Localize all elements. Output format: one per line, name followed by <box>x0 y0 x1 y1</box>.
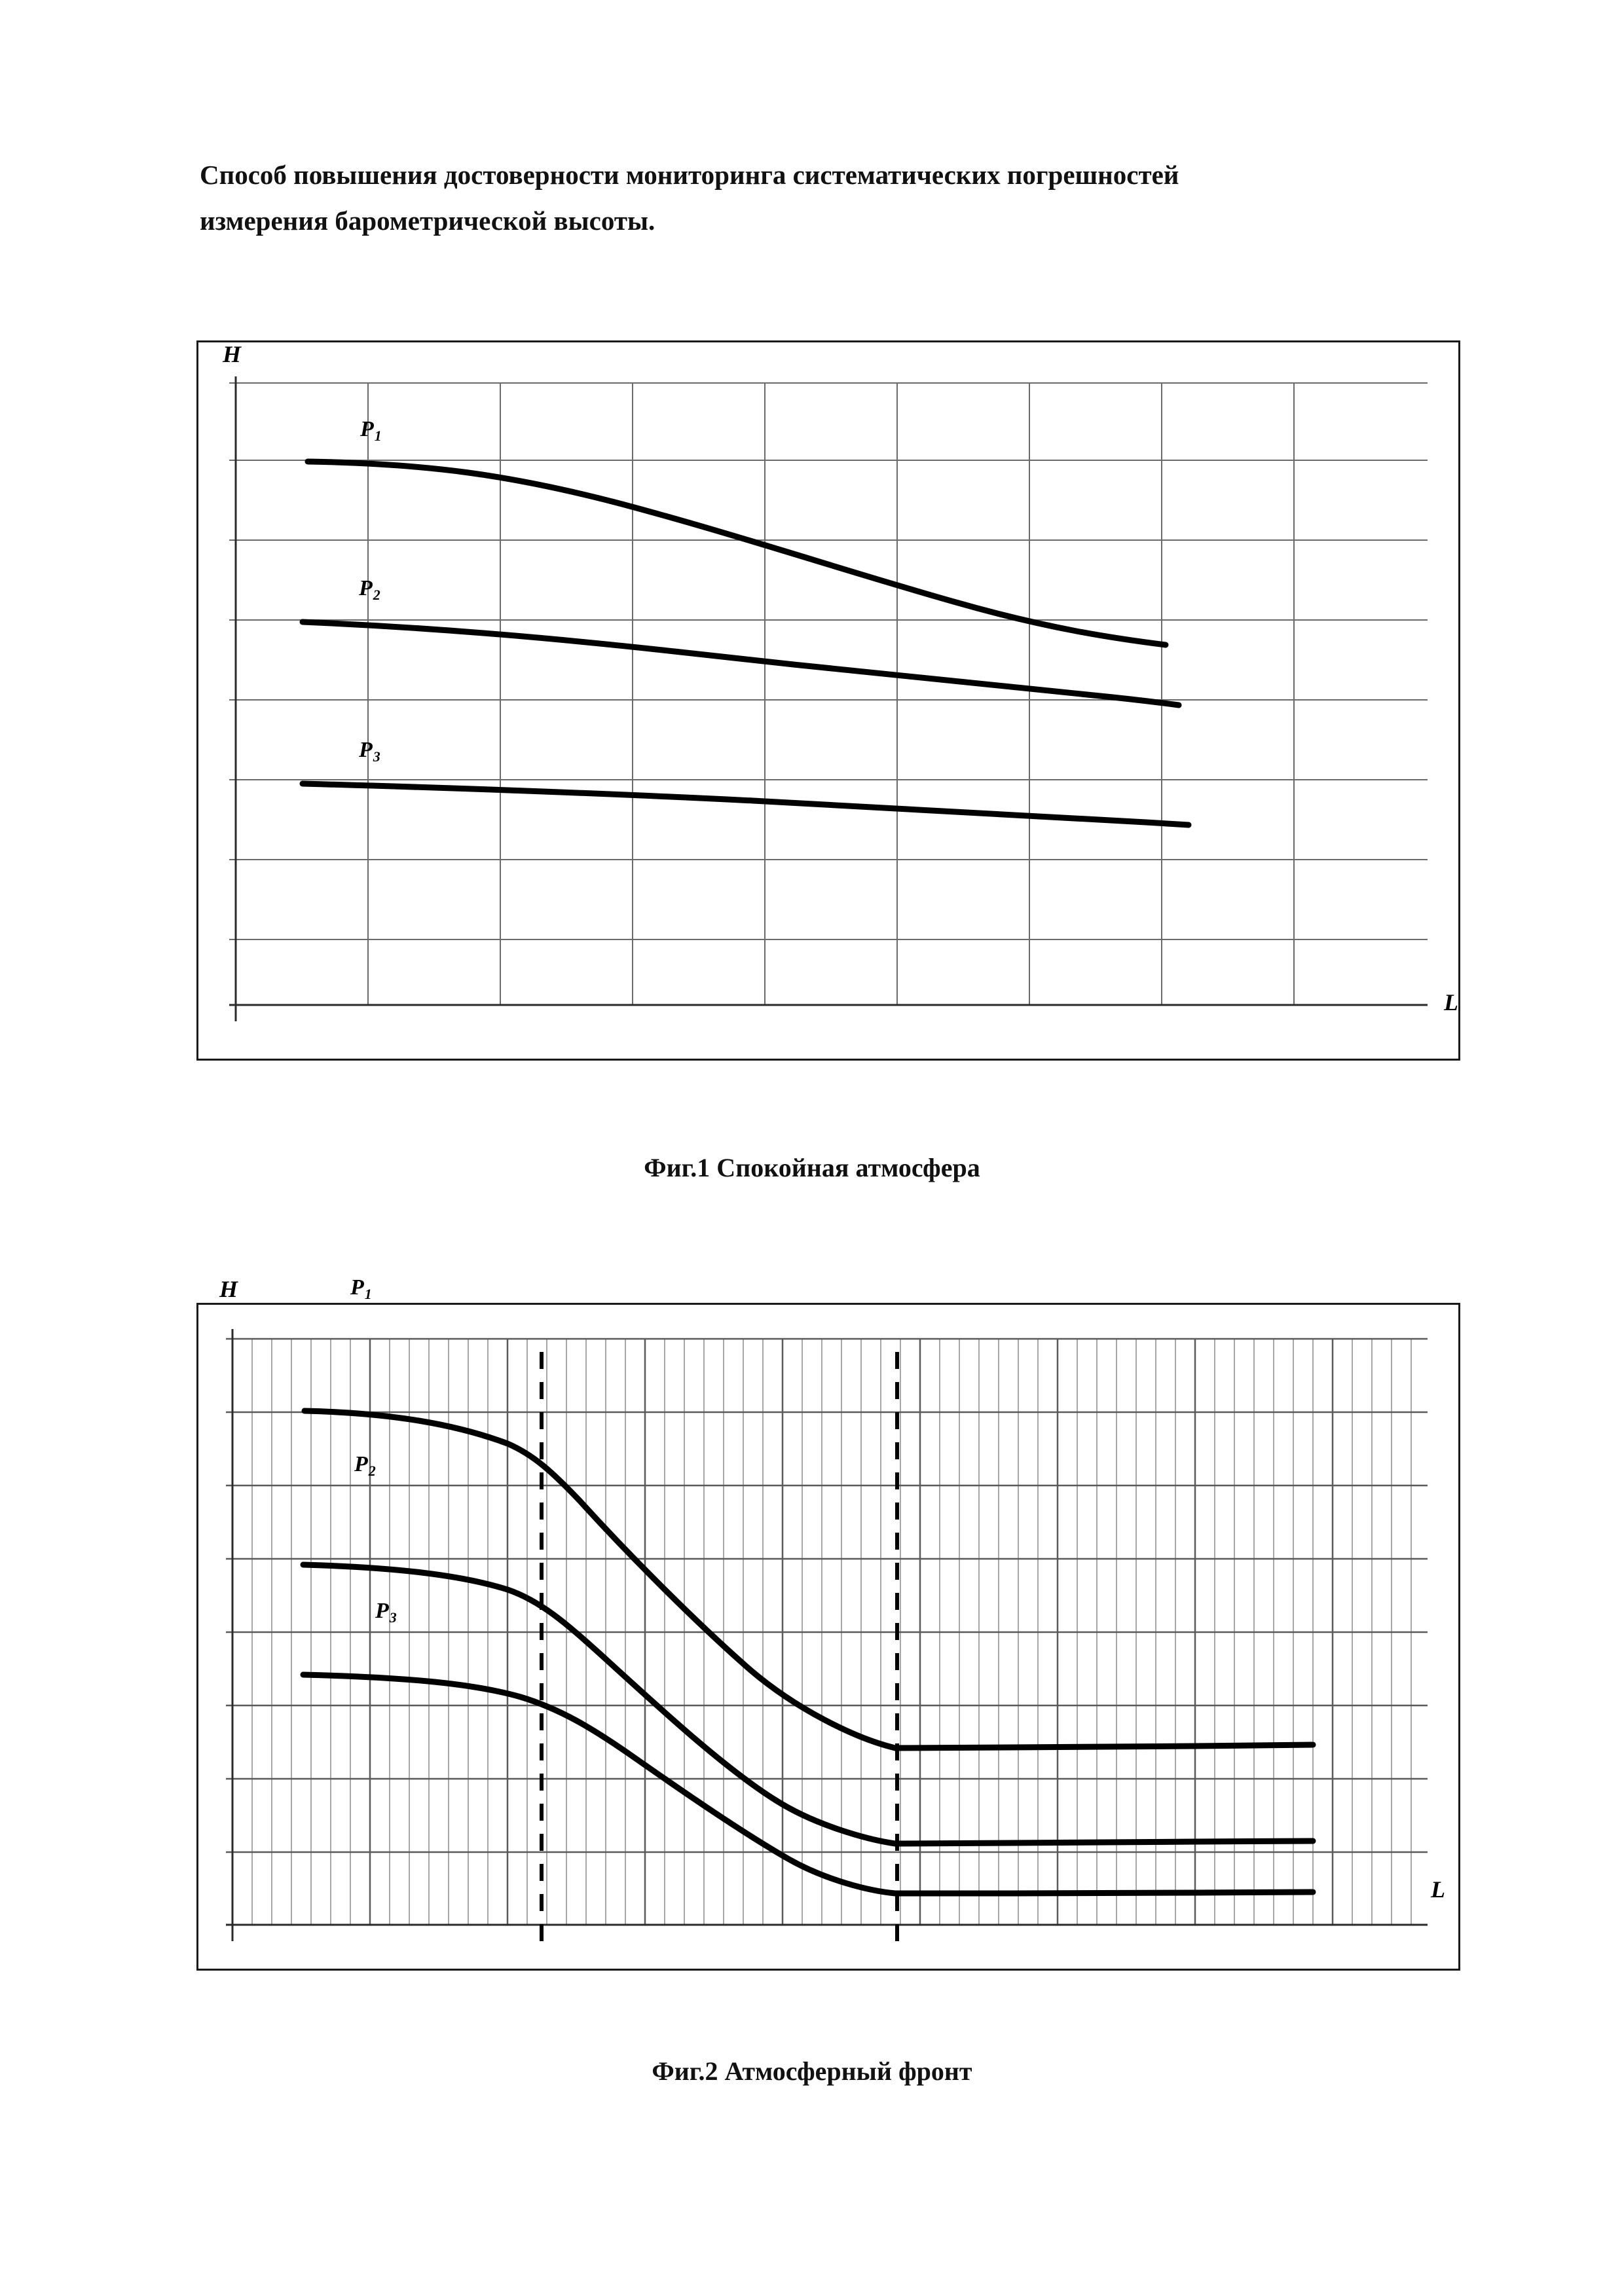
page-title <box>200 152 1447 244</box>
p2-subscript: 2 <box>368 1463 376 1479</box>
title-line-1 <box>200 152 1447 198</box>
figure-2-plot <box>219 1275 1445 1961</box>
figure-1-plot <box>223 341 1458 1028</box>
figure-2-curve-label-p3 <box>375 1599 396 1624</box>
title-line-2: измерения барометрической высоты. <box>200 206 655 236</box>
title-line-1-text: Способ повышения достоверности мониторинга систематических погрешностей <box>200 160 1179 190</box>
figure-1-x-axis-label: L <box>1444 989 1458 1015</box>
figure-1-y-axis-label: H <box>223 341 242 367</box>
p2-letter: P <box>354 1452 368 1476</box>
figure-2-curves <box>226 1316 1428 1961</box>
figure-2-x-axis-label: L <box>1431 1876 1445 1903</box>
figure-2-y-axis-label: H <box>219 1276 238 1302</box>
figure-2-curve-label-p2 <box>354 1452 375 1477</box>
p2-subscript: 2 <box>373 587 380 603</box>
figure-1-curve-label-p1 <box>360 417 381 442</box>
p3-letter: P <box>359 738 373 762</box>
figure-1-curves <box>229 376 1428 1028</box>
p1-subscript: 1 <box>364 1286 372 1302</box>
figure-2-caption: Фиг.2 Атмосферный фронт <box>652 2056 972 2086</box>
p1-letter: P <box>360 417 374 441</box>
figure-2-curve-label-p1 <box>350 1275 371 1300</box>
figure-1-curve-label-p3 <box>359 738 380 763</box>
p1-letter: P <box>350 1275 364 1300</box>
figure-1-caption: Фиг.1 Спокойная атмосфера <box>644 1153 980 1182</box>
p3-subscript: 3 <box>373 748 380 765</box>
figure-1-curve-label-p2 <box>359 576 380 601</box>
p3-subscript: 3 <box>389 1609 397 1626</box>
p1-subscript: 1 <box>374 428 382 444</box>
p2-letter: P <box>359 576 373 600</box>
p3-letter: P <box>375 1599 389 1623</box>
